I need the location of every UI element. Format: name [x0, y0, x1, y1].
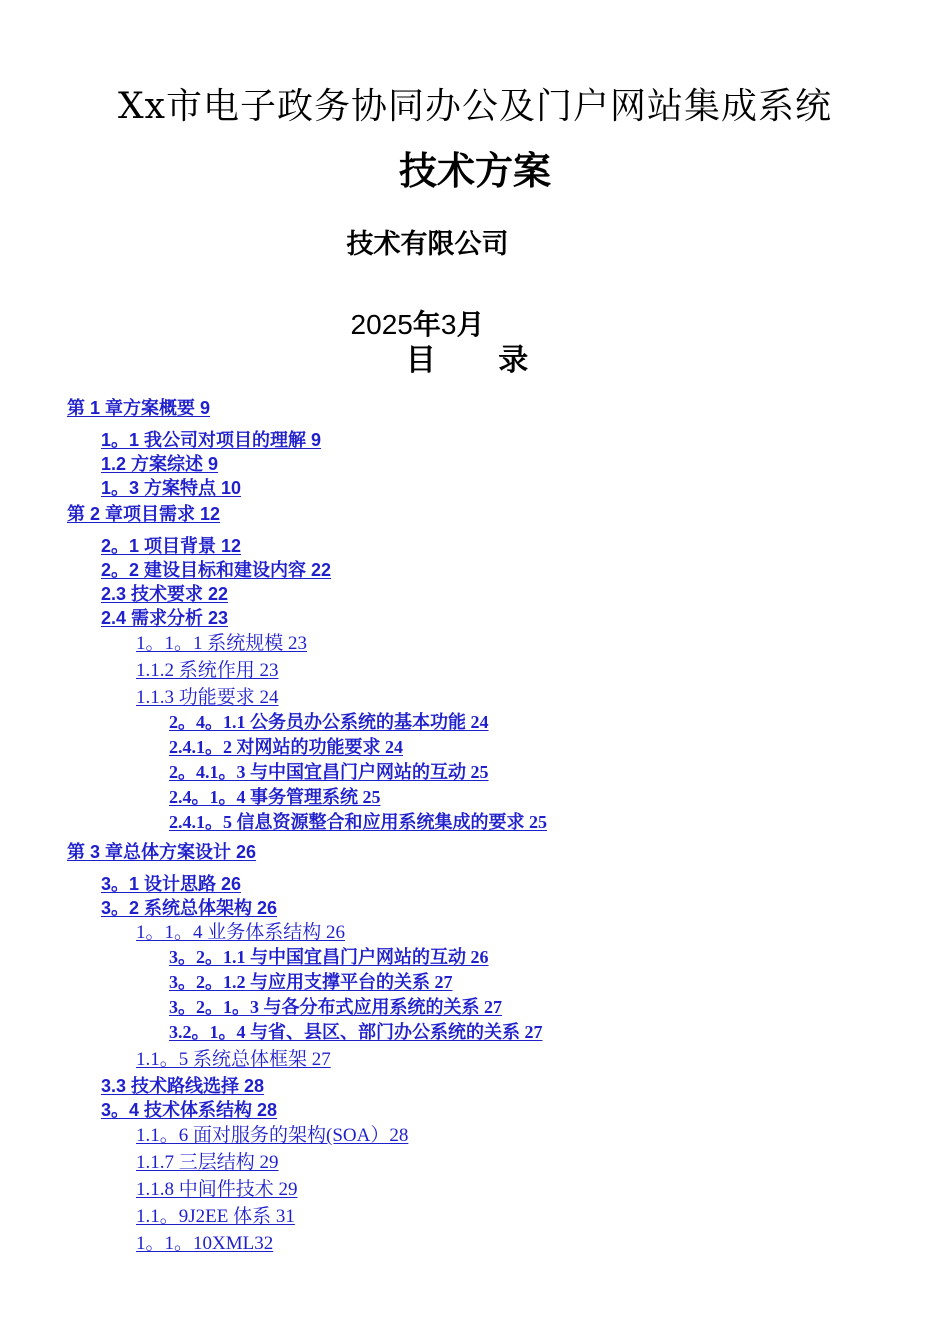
company-name: 技术有限公司 — [346, 229, 509, 260]
toc-link[interactable]: 2。1 项目背景 12 — [101, 536, 242, 556]
toc-link[interactable]: 2。4。1.1 公务员办公系统的基本功能 24 — [169, 712, 489, 732]
toc-link[interactable]: 1。1。1 系统规模 23 — [136, 633, 308, 654]
toc-link[interactable]: 3.3 技术路线选择 28 — [101, 1076, 265, 1096]
toc-heading: 目 录 — [405, 343, 555, 378]
date-year: 2025 — [350, 309, 413, 340]
toc-link[interactable]: 3。2。1。3 与各分布式应用系统的关系 27 — [169, 997, 502, 1017]
toc-link[interactable]: 第 3 章总体方案设计 26 — [67, 842, 257, 862]
toc-link[interactable]: 2.4.1。5 信息资源整合和应用系统集成的要求 25 — [169, 812, 547, 832]
toc-link[interactable]: 1.1。9J2EE 体系 31 — [136, 1206, 295, 1227]
document-subtitle: 技术方案 — [398, 149, 551, 193]
toc-link[interactable]: 1.2 方案综述 9 — [101, 454, 219, 474]
toc-link[interactable]: 2.3 技术要求 22 — [101, 584, 229, 604]
toc-link[interactable]: 3.2。1。4 与省、县区、部门办公系统的关系 27 — [169, 1022, 543, 1042]
toc-link[interactable]: 1.1.2 系统作用 23 — [136, 660, 279, 681]
toc-link[interactable]: 1。3 方案特点 10 — [101, 478, 242, 498]
toc-link[interactable]: 1.1。6 面对服务的架构(SOA）28 — [136, 1125, 409, 1146]
date-month-suffix: 月 — [456, 308, 485, 341]
date-year-suffix: 年 — [412, 308, 441, 341]
toc-link[interactable]: 2.4。1。4 事务管理系统 25 — [169, 787, 381, 807]
toc-link[interactable]: 3。4 技术体系结构 28 — [101, 1100, 278, 1120]
toc-link[interactable]: 1.1.7 三层结构 29 — [136, 1152, 279, 1173]
toc-link[interactable]: 2.4 需求分析 23 — [101, 608, 229, 628]
toc-link[interactable]: 1.1。5 系统总体框架 27 — [136, 1049, 331, 1070]
date-month: 3 — [440, 309, 457, 340]
toc-link[interactable]: 1。1。4 业务体系结构 26 — [136, 922, 346, 943]
toc-link[interactable]: 第 1 章方案概要 9 — [67, 398, 211, 418]
toc-link[interactable]: 3。1 设计思路 26 — [101, 874, 242, 894]
toc-heading-clip — [380, 343, 580, 378]
toc-link[interactable]: 3。2 系统总体架构 26 — [101, 898, 278, 918]
toc-link[interactable]: 3。2。1.1 与中国宜昌门户网站的互动 26 — [169, 947, 489, 967]
toc-link[interactable]: 2。2 建设目标和建设内容 22 — [101, 560, 332, 580]
document-title: Xx市电子政务协同办公及门户网站集成系统 — [118, 86, 832, 127]
toc-link[interactable]: 2.4.1。2 对网站的功能要求 24 — [169, 737, 403, 757]
toc-link[interactable]: 第 2 章项目需求 12 — [67, 504, 221, 524]
toc-link[interactable]: 1.1.3 功能要求 24 — [136, 687, 279, 708]
toc-link[interactable]: 2。4.1。3 与中国宜昌门户网站的互动 25 — [169, 762, 489, 782]
toc-link[interactable]: 1。1 我公司对项目的理解 9 — [101, 430, 322, 450]
toc-link[interactable]: 1.1.8 中间件技术 29 — [136, 1179, 298, 1200]
toc-link[interactable]: 3。2。1.2 与应用支撑平台的关系 27 — [169, 972, 453, 992]
toc-link[interactable]: 1。1。10XML32 — [136, 1233, 274, 1254]
